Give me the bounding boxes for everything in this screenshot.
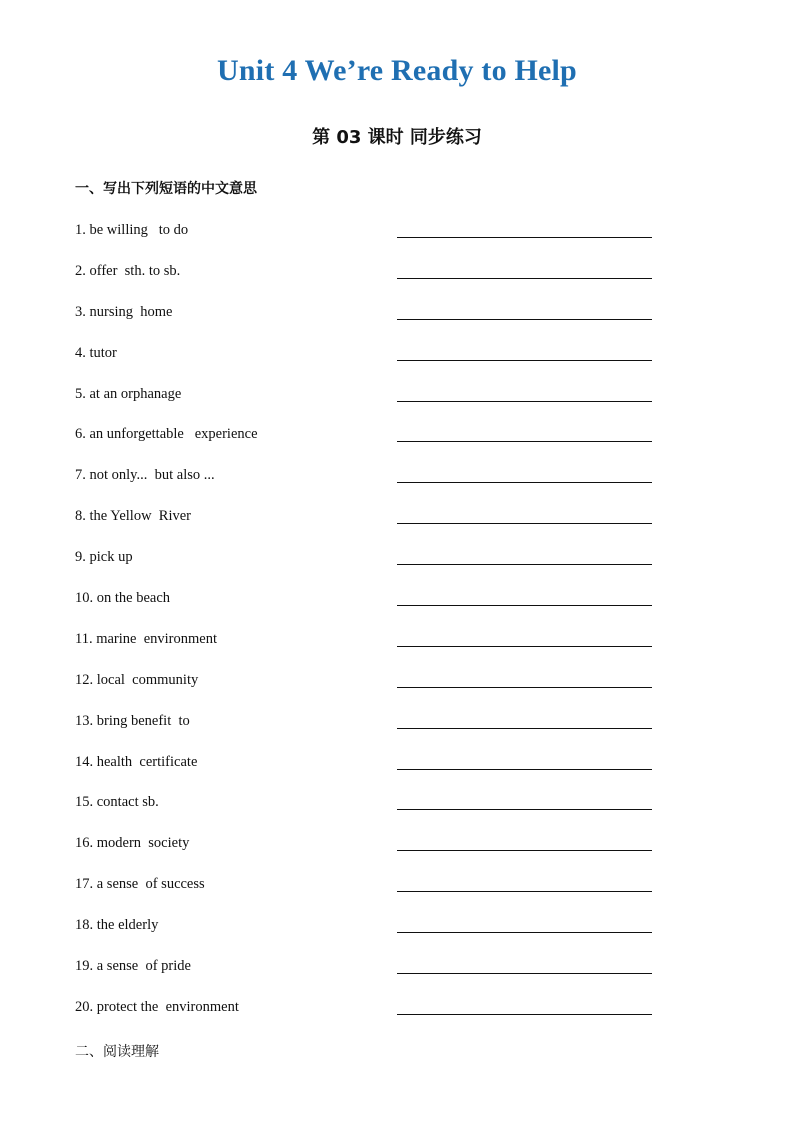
phrase-text: 3. nursing home <box>75 303 173 320</box>
phrase-text: 4. tutor <box>75 344 117 361</box>
list-item <box>75 914 653 955</box>
phrase-list <box>75 219 653 1037</box>
answer-blank[interactable] <box>397 237 652 238</box>
list-item <box>75 955 653 996</box>
list-item <box>75 301 653 342</box>
list-item <box>75 628 653 669</box>
answer-blank[interactable] <box>397 809 652 810</box>
phrase-text: 15. contact sb. <box>75 794 159 811</box>
phrase-text: 13. bring benefit to <box>75 712 190 729</box>
list-item <box>75 669 653 710</box>
list-item <box>75 423 653 464</box>
answer-blank[interactable] <box>397 360 652 361</box>
answer-blank[interactable] <box>397 605 652 606</box>
list-item <box>75 710 653 751</box>
list-item <box>75 383 653 424</box>
answer-blank[interactable] <box>397 401 652 402</box>
answer-blank[interactable] <box>397 769 652 770</box>
answer-blank[interactable] <box>397 891 652 892</box>
list-item <box>75 342 653 383</box>
phrase-text: 12. local community <box>75 671 199 688</box>
phrase-text: 11. marine environment <box>75 630 218 647</box>
phrase-text: 18. the elderly <box>75 917 159 934</box>
list-item <box>75 260 653 301</box>
phrase-text: 7. not only... but also ... <box>75 467 215 484</box>
list-item <box>75 832 653 873</box>
answer-blank[interactable] <box>397 646 652 647</box>
phrase-text: 17. a sense of success <box>75 876 205 893</box>
phrase-text: 5. at an orphanage <box>75 385 182 402</box>
phrase-text: 8. the Yellow River <box>75 508 191 525</box>
list-item <box>75 219 653 260</box>
document-title: Unit 4 We’re Ready to Help <box>217 54 577 87</box>
phrase-text: 19. a sense of pride <box>75 958 191 975</box>
list-item <box>75 546 653 587</box>
phrase-text: 20. protect the environment <box>75 998 239 1015</box>
lesson-subtitle: 第 03 课时 同步练习 <box>312 127 482 148</box>
phrase-text: 16. modern society <box>75 835 190 852</box>
answer-blank[interactable] <box>397 932 652 933</box>
section-heading-reading: 二、阅读理解 <box>75 1044 159 1060</box>
phrase-text: 10. on the beach <box>75 590 171 607</box>
list-item <box>75 587 653 628</box>
answer-blank[interactable] <box>397 319 652 320</box>
list-item <box>75 505 653 546</box>
answer-blank[interactable] <box>397 564 652 565</box>
list-item <box>75 464 653 505</box>
answer-blank[interactable] <box>397 973 652 974</box>
phrase-text: 2. offer sth. to sb. <box>75 262 181 279</box>
answer-blank[interactable] <box>397 850 652 851</box>
answer-blank[interactable] <box>397 728 652 729</box>
answer-blank[interactable] <box>397 687 652 688</box>
answer-blank[interactable] <box>397 278 652 279</box>
phrase-text: 14. health certificate <box>75 753 198 770</box>
section-heading-translation: 一、写出下列短语的中文意思 <box>75 181 257 197</box>
phrase-text: 1. be willing to do <box>75 222 189 238</box>
list-item <box>75 791 653 832</box>
phrase-text: 9. pick up <box>75 549 133 566</box>
list-item <box>75 873 653 914</box>
phrase-text: 6. an unforgettable experience <box>75 426 258 443</box>
list-item <box>75 996 653 1037</box>
answer-blank[interactable] <box>397 523 652 524</box>
list-item <box>75 751 653 792</box>
answer-blank[interactable] <box>397 441 652 442</box>
answer-blank[interactable] <box>397 1014 652 1015</box>
answer-blank[interactable] <box>397 482 652 483</box>
